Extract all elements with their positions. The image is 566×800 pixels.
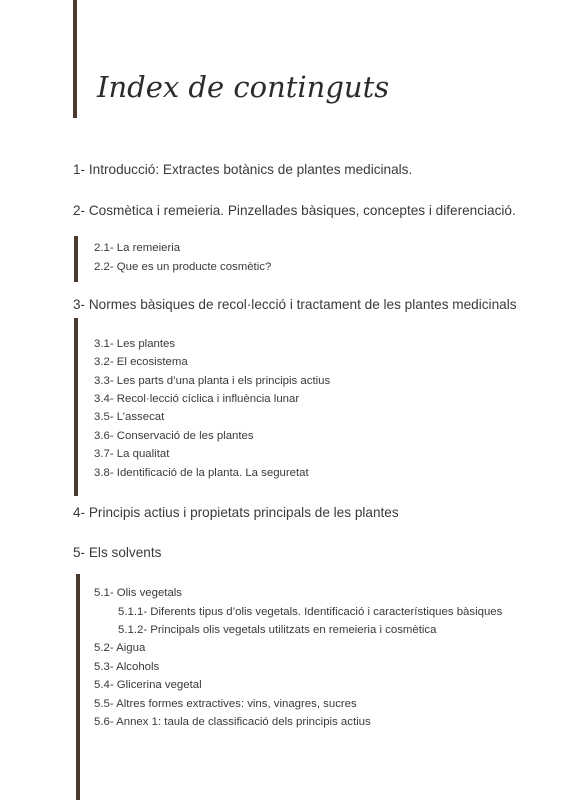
toc-item-5-1[interactable]: 5.1- Olis vegetals <box>94 587 182 599</box>
toc-item-5-5[interactable]: 5.5- Altres formes extractives: vins, vinagres, sucres <box>94 698 357 710</box>
toc-section-3[interactable]: 3- Normes bàsiques de recol·lecció i tractament de les plantes medicinals <box>73 297 517 312</box>
toc-item-3-4[interactable]: 3.4- Recol·lecció cíclica i influència lunar <box>94 393 300 405</box>
toc-section-1[interactable]: 1- Introducció: Extractes botànics de plantes medicinals. <box>73 162 413 177</box>
toc-item-5-1-1[interactable]: 5.1.1- Diferents tipus d’olis vegetals. Identificació i característiques bàsiques <box>118 606 503 618</box>
toc-item-5-3[interactable]: 5.3- Alcohols <box>94 661 160 673</box>
toc-item-2-2[interactable]: 2.2- Que es un producte cosmètic? <box>94 261 272 273</box>
toc-section-2[interactable]: 2- Cosmètica i remeieria. Pinzellades bàsiques, conceptes i diferenciació. <box>73 203 516 218</box>
toc-item-3-8[interactable]: 3.8- Identificació de la planta. La seguretat <box>94 467 309 479</box>
toc-section-5[interactable]: 5- Els solvents <box>73 545 162 560</box>
toc-item-3-1[interactable]: 3.1- Les plantes <box>94 338 176 350</box>
section-5-bar <box>76 574 80 800</box>
section-3-bar <box>74 318 78 496</box>
toc-item-3-6[interactable]: 3.6- Conservació de les plantes <box>94 430 254 442</box>
toc-item-3-3[interactable]: 3.3- Les parts d’una planta i els principis actius <box>94 375 331 387</box>
toc-item-5-4[interactable]: 5.4- Glicerina vegetal <box>94 679 202 691</box>
toc-item-5-6[interactable]: 5.6- Annex 1: taula de classificació dels principis actius <box>94 716 371 728</box>
toc-item-5-1-2[interactable]: 5.1.2- Principals olis vegetals utilitzats en remeieria i cosmètica <box>118 624 437 636</box>
title-bar <box>73 0 77 118</box>
toc-section-4[interactable]: 4- Principis actius i propietats principals de les plantes <box>73 505 399 520</box>
page-title: Index de continguts <box>97 70 390 104</box>
toc-item-3-7[interactable]: 3.7- La qualitat <box>94 448 170 460</box>
toc-item-2-1[interactable]: 2.1- La remeieria <box>94 242 181 254</box>
toc-item-3-5[interactable]: 3.5- L’assecat <box>94 411 165 423</box>
toc-item-3-2[interactable]: 3.2- El ecosistema <box>94 356 188 368</box>
toc-item-5-2[interactable]: 5.2- Aigua <box>94 642 146 654</box>
section-2-bar <box>74 236 78 282</box>
